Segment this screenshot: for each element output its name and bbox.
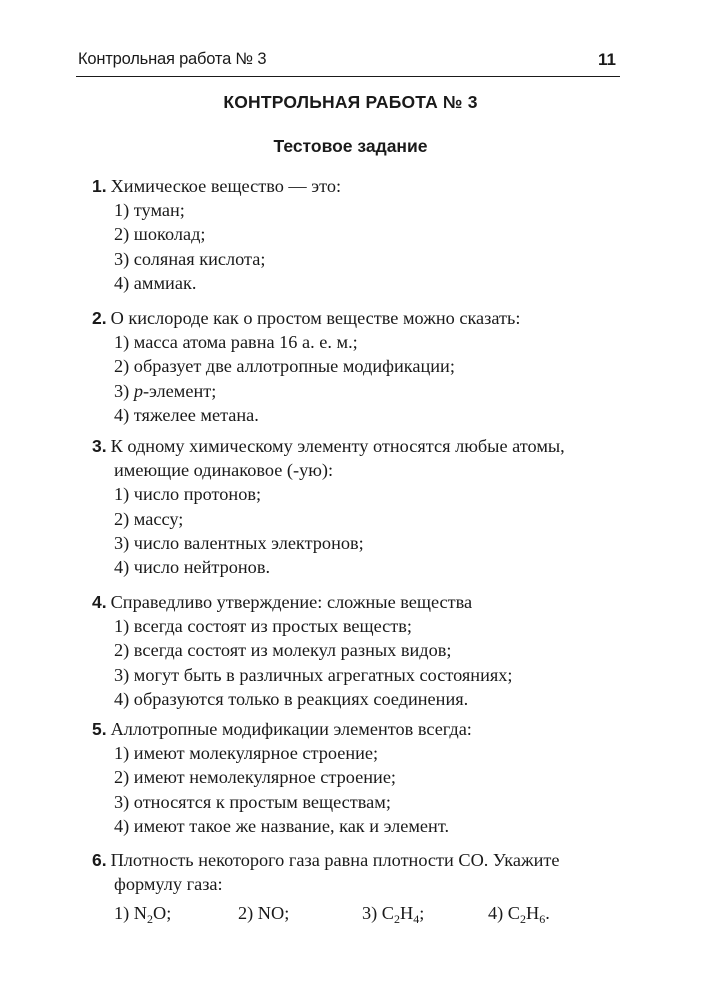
question-2 bbox=[92, 306, 622, 427]
question-number: 3. bbox=[92, 436, 107, 456]
question-text: 2. О кислороде как о простом веществе можно сказать: bbox=[92, 308, 521, 328]
question-text: 6. Плотность некоторого газа равна плотности CO. Укажите bbox=[92, 850, 560, 870]
question-4 bbox=[92, 590, 622, 711]
question-number: 4. bbox=[92, 592, 107, 612]
answer-option: 4) число нейтронов. bbox=[114, 557, 271, 578]
answer-option: 3) p-элемент; bbox=[114, 380, 217, 401]
question-text: 5. Аллотропные модификации элементов всегда: bbox=[92, 719, 472, 739]
question-text-continued: формулу газа: bbox=[114, 874, 223, 895]
answer-option: 1) число протонов; bbox=[114, 484, 262, 505]
answer-option: 1) масса атома равна 16 а. е. м.; bbox=[114, 332, 358, 353]
answer-option: 2) NO; bbox=[238, 903, 290, 924]
answer-option: 2) образует две аллотропные модификации; bbox=[114, 356, 455, 377]
answer-option: 3) соляная кислота; bbox=[114, 248, 266, 269]
running-header bbox=[76, 50, 620, 77]
answer-option: 1) $N_2O$; bbox=[114, 903, 172, 927]
question-number: 6. bbox=[92, 850, 107, 870]
answer-options-row bbox=[92, 901, 622, 925]
answer-option: 4) тяжелее метана. bbox=[114, 404, 259, 425]
question-text: 4. Справедливо утверждение: сложные вещества bbox=[92, 592, 473, 612]
answer-option: 1) туман; bbox=[114, 200, 185, 221]
question-6 bbox=[92, 848, 622, 926]
question-text-continued: имеющие одинаковое (-ую): bbox=[114, 460, 334, 481]
answer-option: 4) аммиак. bbox=[114, 272, 197, 293]
answer-option: 1) всегда состоят из простых веществ; bbox=[114, 616, 412, 637]
question-text: 3. К одному химическому элементу относятся любые атомы, bbox=[92, 436, 565, 456]
page-number: 11 bbox=[598, 50, 616, 69]
answer-option: 1) имеют молекулярное строение; bbox=[114, 743, 379, 764]
answer-option: 2) шоколад; bbox=[114, 224, 206, 245]
question-5 bbox=[92, 717, 622, 838]
work-title: КОНТРОЛЬНАЯ РАБОТА № 3 bbox=[223, 92, 478, 112]
answer-option: 3) относятся к простым веществам; bbox=[114, 791, 391, 812]
question-number: 5. bbox=[92, 719, 107, 739]
answer-option: 3) $C_2H_4$; bbox=[362, 903, 425, 927]
answer-option: 4) имеют такое же название, как и элемент. bbox=[114, 815, 450, 836]
answer-option: 4) образуются только в реакциях соединения. bbox=[114, 688, 469, 709]
running-title: Контрольная работа № 3 bbox=[78, 50, 267, 68]
question-1 bbox=[92, 174, 622, 295]
question-text: 1. Химическое вещество — это: bbox=[92, 176, 342, 196]
answer-option: 3) могут быть в различных агрегатных состояниях; bbox=[114, 664, 513, 685]
answer-option: 2) всегда состоят из молекул разных видов; bbox=[114, 640, 452, 661]
question-number: 2. bbox=[92, 308, 107, 328]
question-number: 1. bbox=[92, 176, 107, 196]
section-title: Тестовое задание bbox=[273, 136, 428, 156]
question-3 bbox=[92, 434, 622, 579]
answer-option: 4) $C_2H_6$. bbox=[488, 903, 550, 927]
answer-option: 3) число валентных электронов; bbox=[114, 532, 364, 553]
answer-option: 2) имеют немолекулярное строение; bbox=[114, 767, 397, 788]
answer-option: 2) массу; bbox=[114, 508, 184, 529]
